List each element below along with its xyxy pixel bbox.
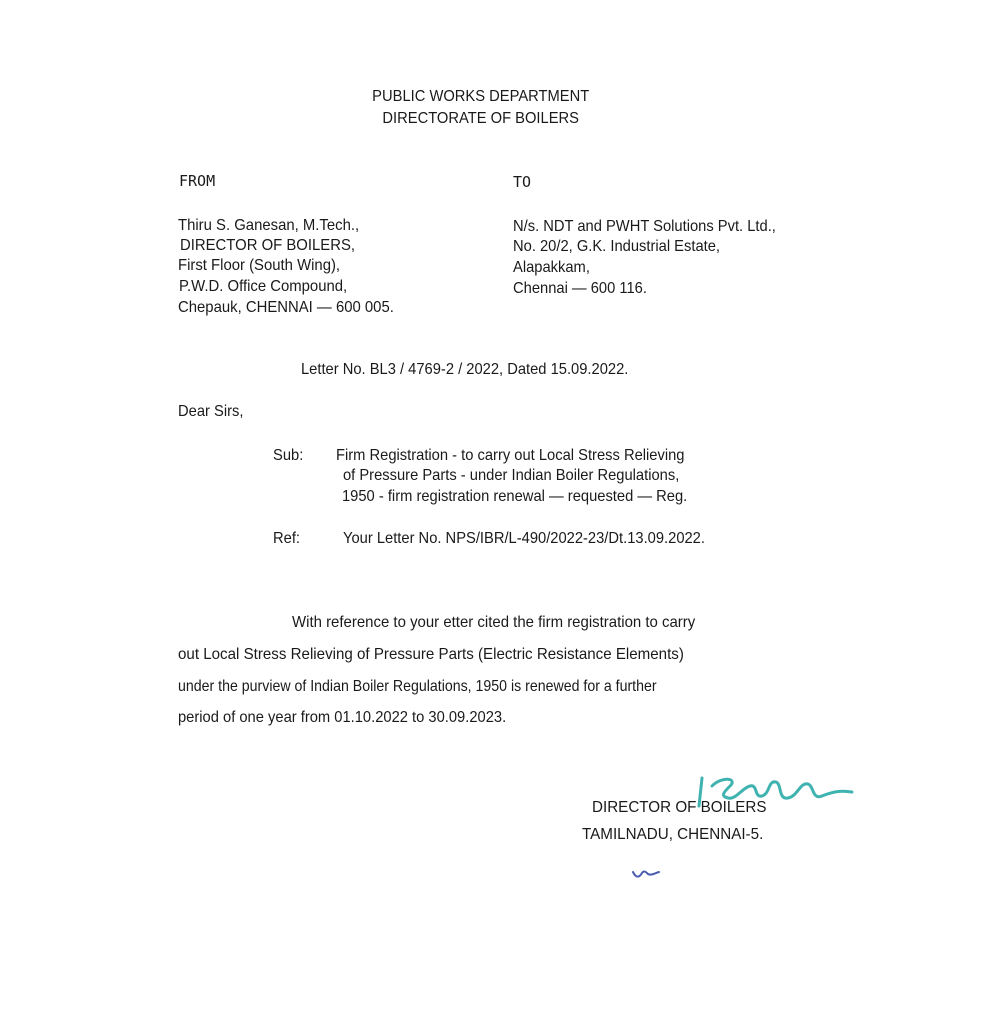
from-label: FROM: [179, 172, 216, 190]
directorate-title: DIRECTORATE OF BOILERS: [382, 110, 579, 127]
signature-location: TAMILNADU, CHENNAI-5.: [582, 826, 764, 843]
subject-line: of Pressure Parts - under Indian Boiler Regulations,: [343, 467, 680, 484]
to-address-line: Chennai — 600 116.: [513, 280, 647, 297]
body-line: period of one year from 01.10.2022 to 30.09.2023.: [178, 709, 507, 726]
from-address-line: First Floor (South Wing),: [178, 257, 341, 274]
initial-mark-icon: [630, 866, 662, 880]
to-address-line: Alapakkam,: [513, 259, 590, 276]
from-address-line: P.W.D. Office Compound,: [179, 278, 348, 295]
body-line: under the purview of Indian Boiler Regulations, 1950 is renewed for a further: [178, 678, 657, 695]
department-title: PUBLIC WORKS DEPARTMENT: [372, 88, 590, 105]
from-name: Thiru S. Ganesan, M.Tech.,: [178, 217, 360, 234]
subject-line: Firm Registration - to carry out Local Stress Relieving: [336, 447, 685, 464]
body-line: out Local Stress Relieving of Pressure Parts (Electric Resistance Elements): [178, 646, 684, 663]
subject-label: Sub:: [273, 447, 304, 464]
reference-label: Ref:: [273, 530, 300, 547]
letter-number: Letter No. BL3 / 4769-2 / 2022, Dated 15.09.2022.: [301, 361, 629, 378]
body-line: With reference to your etter cited the firm registration to carry: [292, 614, 696, 631]
from-address-line: Chepauk, CHENNAI — 600 005.: [178, 299, 394, 316]
to-company-name: N/s. NDT and PWHT Solutions Pvt. Ltd.,: [513, 218, 776, 235]
salutation: Dear Sirs,: [178, 403, 244, 420]
reference-text: Your Letter No. NPS/IBR/L-490/2022-23/Dt.13.09.2022.: [343, 530, 705, 547]
from-designation: DIRECTOR OF BOILERS,: [180, 237, 356, 254]
to-label: TO: [513, 173, 532, 191]
to-address-line: No. 20/2, G.K. Industrial Estate,: [513, 238, 720, 255]
signature-designation: DIRECTOR OF BOILERS: [592, 799, 767, 816]
subject-line: 1950 - firm registration renewal — requested — Reg.: [342, 488, 688, 505]
